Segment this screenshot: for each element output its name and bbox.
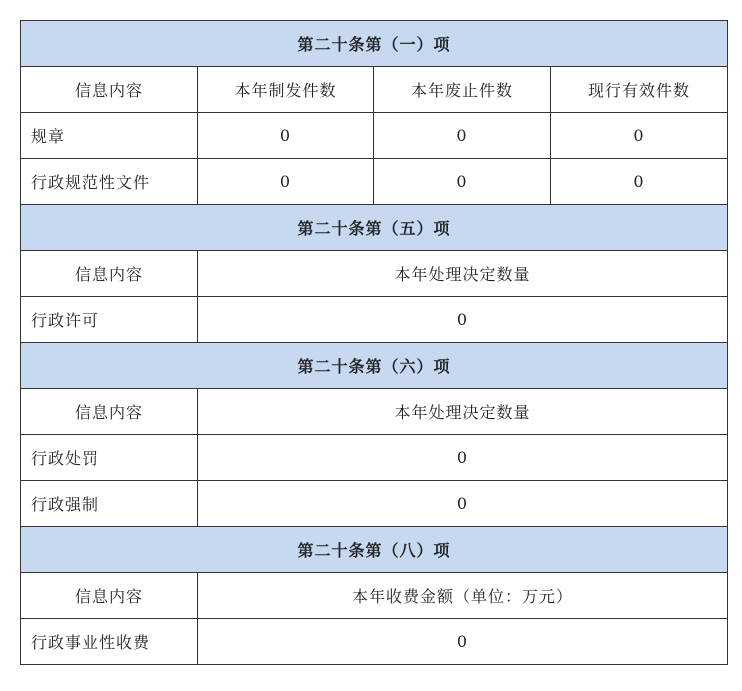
cell-value: 0 — [198, 297, 728, 343]
cell-value: 0 — [374, 113, 551, 159]
table-row — [21, 297, 728, 343]
section-header-row — [21, 343, 728, 389]
section-header-row — [21, 21, 728, 67]
cell-value: 0 — [198, 619, 728, 665]
row-label: 行政事业性收费 — [21, 619, 198, 665]
row-label: 行政处罚 — [21, 435, 198, 481]
cell-value: 0 — [374, 159, 551, 205]
column-header-row — [21, 67, 728, 113]
column-header-repealed-count: 本年废止件数 — [374, 67, 551, 113]
section-title: 第二十条第（八）项 — [21, 527, 728, 573]
column-header-effective-count: 现行有效件数 — [551, 67, 728, 113]
row-label: 规章 — [21, 113, 198, 159]
cell-value: 0 — [198, 435, 728, 481]
column-header-decision-count: 本年处理决定数量 — [198, 251, 728, 297]
table-row — [21, 435, 728, 481]
section-title: 第二十条第（六）项 — [21, 343, 728, 389]
table-row — [21, 113, 728, 159]
table-row — [21, 619, 728, 665]
column-header-info-content: 信息内容 — [21, 389, 198, 435]
section-header-row — [21, 527, 728, 573]
table-row — [21, 481, 728, 527]
column-header-info-content: 信息内容 — [21, 67, 198, 113]
column-header-decision-count: 本年处理决定数量 — [198, 389, 728, 435]
column-header-fee-amount: 本年收费金额（单位：万元） — [198, 573, 728, 619]
row-label: 行政规范性文件 — [21, 159, 198, 205]
column-header-row — [21, 251, 728, 297]
cell-value: 0 — [198, 113, 374, 159]
column-header-info-content: 信息内容 — [21, 251, 198, 297]
section-header-row — [21, 205, 728, 251]
column-header-issued-count: 本年制发件数 — [198, 67, 374, 113]
disclosure-table — [20, 20, 728, 665]
column-header-row — [21, 389, 728, 435]
row-label: 行政许可 — [21, 297, 198, 343]
section-title: 第二十条第（五）项 — [21, 205, 728, 251]
cell-value: 0 — [551, 113, 728, 159]
cell-value: 0 — [198, 481, 728, 527]
cell-value: 0 — [551, 159, 728, 205]
cell-value: 0 — [198, 159, 374, 205]
column-header-row — [21, 573, 728, 619]
section-title: 第二十条第（一）项 — [21, 21, 728, 67]
table-row — [21, 159, 728, 205]
column-header-info-content: 信息内容 — [21, 573, 198, 619]
row-label: 行政强制 — [21, 481, 198, 527]
